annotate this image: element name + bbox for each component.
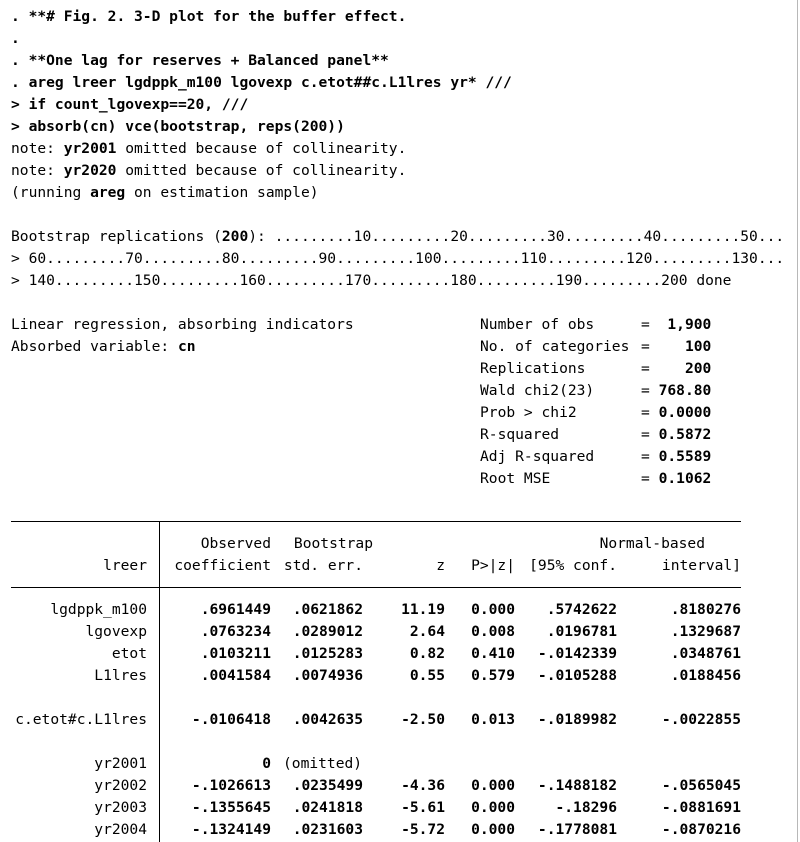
running-line: (running areg on estimation sample): [11, 184, 319, 201]
stat-value: = 0.0000: [641, 404, 712, 421]
table-header-rule: [11, 587, 741, 588]
header-depvar: lreer: [103, 557, 147, 574]
stat-label: No. of categories: [480, 338, 630, 355]
regression-title: Linear regression, absorbing indicators: [11, 316, 354, 333]
stat-value: = 0.1062: [641, 470, 712, 487]
row-p: 0.000: [471, 799, 515, 816]
bootstrap-progress: Bootstrap replications (200): .........10.........20.........30.........40.........50...: [11, 228, 785, 245]
command-line: . **One lag for reserves + Balanced panel**: [11, 52, 389, 69]
note-line: note: yr2001 omitted because of collinearity.: [11, 140, 407, 157]
row-p: 0.000: [471, 821, 515, 838]
row-coef: .0763234: [200, 623, 271, 640]
row-ci-low: -.18296: [555, 799, 617, 816]
stat-value: = 200: [641, 360, 712, 377]
row-coef: -.1324149: [191, 821, 271, 838]
row-z: 2.64: [409, 623, 445, 640]
row-ci-high: -.0870216: [661, 821, 741, 838]
row-se: .0042635: [292, 711, 363, 728]
header-observed: Observed: [200, 535, 271, 552]
row-varname: yr2001: [94, 755, 147, 772]
row-p: 0.008: [471, 623, 515, 640]
header-row: [11, 358, 797, 380]
table-top-rule: [11, 521, 741, 522]
row-z: -5.72: [401, 821, 445, 838]
row-ci-high: .1329687: [670, 623, 741, 640]
command-line: . **# Fig. 2. 3-D plot for the buffer effect.: [11, 8, 407, 25]
command-line: > absorb(cn) vce(bootstrap, reps(200)): [11, 118, 345, 135]
row-z: 11.19: [401, 601, 445, 618]
header-ci-low: [95% conf.: [529, 557, 617, 574]
row-p: 0.579: [471, 667, 515, 684]
row-coef: .0041584: [200, 667, 271, 684]
row-coef: -.0106418: [191, 711, 271, 728]
table-row: [11, 753, 741, 775]
row-ci-high: .8180276: [670, 601, 741, 618]
stat-value: = 0.5589: [641, 448, 712, 465]
row-coef: .0103211: [200, 645, 271, 662]
header-row: [11, 446, 797, 468]
table-row: [11, 819, 741, 841]
row-ci-high: .0348761: [670, 645, 741, 662]
stat-label: Adj R-squared: [480, 448, 595, 465]
row-p: 0.000: [471, 777, 515, 794]
row-se: .0241818: [292, 799, 363, 816]
row-se: .0289012: [292, 623, 363, 640]
row-z: 0.55: [409, 667, 445, 684]
header-row: [11, 314, 797, 336]
row-se: .0235499: [292, 777, 363, 794]
table-header-row: [11, 533, 741, 555]
command-line: . areg lreer lgdppk_m100 lgovexp c.etot##c.L1lres yr* ///: [11, 74, 512, 91]
table-row: [11, 643, 741, 665]
row-ci-low: .5742622: [546, 601, 617, 618]
row-varname: yr2002: [94, 777, 147, 794]
table-row: [11, 797, 741, 819]
row-varname: yr2004: [94, 821, 147, 838]
stat-value: = 768.80: [641, 382, 712, 399]
header-z: z: [436, 557, 445, 574]
table-row: [11, 709, 741, 731]
row-varname: c.etot#c.L1lres: [15, 711, 147, 728]
row-ci-low: -.0142339: [537, 645, 617, 662]
row-ci-high: -.0565045: [661, 777, 741, 794]
row-ci-low: -.0189982: [537, 711, 617, 728]
row-p: 0.410: [471, 645, 515, 662]
table-header-row: [11, 555, 741, 577]
row-varname: etot: [111, 645, 147, 662]
row-ci-high: .0188456: [670, 667, 741, 684]
row-se: .0231603: [292, 821, 363, 838]
absorbed-variable: Absorbed variable: cn: [11, 338, 196, 355]
blank-line: [11, 204, 797, 226]
row-z: -5.61: [401, 799, 445, 816]
stat-value: = 100: [641, 338, 712, 355]
stat-label: Wald chi2(23): [480, 382, 595, 399]
stat-value: = 1,900: [641, 316, 712, 333]
stat-label: R-squared: [480, 426, 560, 443]
stat-label: Prob > chi2: [480, 404, 577, 421]
row-ci-low: .0196781: [546, 623, 617, 640]
header-row: [11, 424, 797, 446]
row-ci-low: -.0105288: [537, 667, 617, 684]
stat-label: Number of obs: [480, 316, 595, 333]
header-row: [11, 468, 797, 490]
table-row: [11, 599, 741, 621]
stat-label: Replications: [480, 360, 586, 377]
row-p: 0.013: [471, 711, 515, 728]
row-se: .0621862: [292, 601, 363, 618]
row-varname: L1lres: [94, 667, 147, 684]
row-varname: yr2003: [94, 799, 147, 816]
row-varname: lgovexp: [85, 623, 147, 640]
row-z: -4.36: [401, 777, 445, 794]
row-coef: -.1355645: [191, 799, 271, 816]
row-ci-low: -.1488182: [537, 777, 617, 794]
row-ci-high: -.0022855: [661, 711, 741, 728]
row-coef: -.1026613: [191, 777, 271, 794]
command-line: .: [11, 30, 29, 47]
blank-line: [11, 292, 797, 314]
row-ci-high: -.0881691: [661, 799, 741, 816]
row-se: .0125283: [292, 645, 363, 662]
row-omitted: (omitted): [283, 755, 363, 772]
row-coef: 0: [262, 755, 271, 772]
row-coef: .6961449: [200, 601, 271, 618]
table-row: [11, 621, 741, 643]
row-p: 0.000: [471, 601, 515, 618]
header-row: [11, 336, 797, 358]
row-varname: lgdppk_m100: [50, 601, 147, 618]
row-ci-low: -.1778081: [537, 821, 617, 838]
results-log: [11, 6, 797, 490]
table-row: [11, 775, 741, 797]
header-ci-high: interval]: [661, 557, 741, 574]
stat-value: = 0.5872: [641, 426, 712, 443]
bootstrap-progress: > 140.........150.........160.........170.........180.........190.........200 done: [11, 272, 732, 289]
table-row: [11, 665, 741, 687]
command-line: > if count_lgovexp==20, ///: [11, 96, 249, 113]
header-stderr: std. err.: [283, 557, 363, 574]
header-row: [11, 380, 797, 402]
header-coefficient: coefficient: [174, 557, 271, 574]
header-pvalue: P>|z|: [471, 557, 515, 574]
row-z: -2.50: [401, 711, 445, 728]
header-row: [11, 402, 797, 424]
header-normal-based: Normal-based: [599, 535, 705, 552]
stat-label: Root MSE: [480, 470, 551, 487]
note-line: note: yr2020 omitted because of collinearity.: [11, 162, 407, 179]
header-bootstrap: Bootstrap: [293, 535, 373, 552]
bootstrap-progress: > 60.........70.........80.........90.........100.........110.........120.........130...: [11, 250, 785, 267]
row-se: .0074936: [292, 667, 363, 684]
row-z: 0.82: [409, 645, 445, 662]
